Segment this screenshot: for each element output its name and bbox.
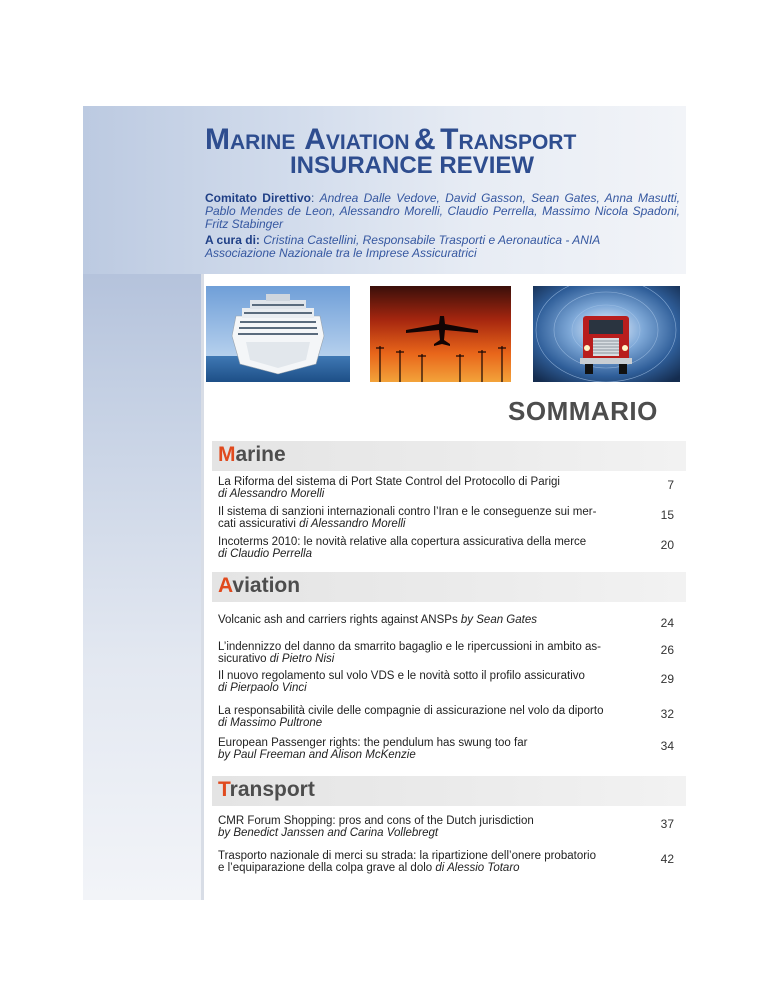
- entry-author: di Pietro Nisi: [269, 653, 335, 665]
- section-initial: T: [218, 778, 230, 801]
- toc-entry[interactable]: [218, 670, 678, 694]
- left-band-edge: [201, 274, 204, 900]
- entry-page-number: 7: [667, 478, 674, 492]
- entry-title: CMR Forum Shopping: pros and cons of the Dutch jurisdiction: [218, 815, 534, 827]
- title-ampersand: &: [413, 123, 436, 156]
- entry-title: La Riforma del sistema di Port State Control del Protocollo di Parigi: [218, 476, 560, 488]
- entry-title: Volcanic ash and carriers rights against ANSPs: [218, 614, 461, 626]
- entry-title-continued: e l’equiparazione della colpa grave al dolo: [218, 862, 436, 874]
- title-word-3-initial: T: [440, 123, 459, 156]
- section-rest: ransport: [229, 778, 315, 801]
- toc-entry[interactable]: [218, 737, 678, 761]
- entry-page-number: 24: [660, 616, 674, 630]
- entry-title: European Passenger rights: the pendulum has swung too far: [218, 737, 528, 749]
- section-initial: M: [218, 443, 236, 466]
- entry-page-number: 29: [660, 672, 674, 686]
- title-word-1-rest: ARINE: [230, 131, 296, 154]
- entry-title-continued: sicurativo: [218, 653, 270, 665]
- committee-label: Comitato Direttivo: [205, 191, 311, 205]
- entry-title: Trasporto nazionale di merci su strada: la ripartizione dell’onere probatorio: [218, 850, 596, 862]
- entry-title: Incoterms 2010: le novità relative alla copertura assicurativa della merce: [218, 536, 587, 548]
- title-word-2-initial: A: [304, 123, 326, 156]
- title-word-1-initial: M: [205, 123, 230, 156]
- entry-title: La responsabilità civile delle compagnie di assicurazione nel volo da diporto: [218, 705, 604, 717]
- entry-author: di Alessandro Morelli: [299, 518, 406, 530]
- toc-entry[interactable]: [218, 506, 678, 530]
- entry-author: di Alessio Totaro: [435, 862, 520, 874]
- entry-title: L’indennizzo del danno da smarrito bagaglio e le ripercussioni in ambito as-: [218, 641, 601, 653]
- section-bar-transport: [212, 776, 686, 806]
- truck-tunnel-photo: [533, 286, 680, 382]
- cruise-ship-photo: [206, 286, 350, 382]
- entry-author: by Benedict Janssen and Carina Vollebregt: [218, 827, 439, 839]
- title-word-2-rest: VIATION: [325, 131, 410, 154]
- editor-organization: Associazione Nazionale tra le Imprese Assicuratrici: [205, 246, 477, 260]
- entry-page-number: 20: [660, 538, 674, 552]
- editor-label: A cura di:: [205, 233, 260, 247]
- entry-page-number: 26: [660, 643, 674, 657]
- airplane-sunset-photo: [370, 286, 511, 382]
- entry-author: di Claudio Perrella: [218, 548, 312, 560]
- entry-author: di Massimo Pultrone: [218, 717, 323, 729]
- entry-page-number: 37: [660, 817, 674, 831]
- section-title-marine: [218, 443, 286, 467]
- committee-block: Comitato Direttivo: Andrea Dalle Vedove, David Gasson, Sean Gates, Anna Masutti, Pablo Mendes de Leon, Alessandro Morelli, Claudio Perrella, Massimo Nicola Spadoni, Fritz Stabinger: [205, 191, 680, 231]
- toc-entry[interactable]: [218, 850, 678, 874]
- toc-entry[interactable]: [218, 536, 678, 560]
- editor-block: [205, 234, 680, 260]
- section-title-aviation: [218, 574, 300, 598]
- entry-author: by Sean Gates: [460, 614, 537, 626]
- journal-subtitle: INSURANCE REVIEW: [290, 152, 535, 179]
- entry-page-number: 15: [660, 508, 674, 522]
- section-rest: arine: [235, 443, 286, 466]
- entry-title-continued: cati assicurativi: [218, 518, 300, 530]
- entry-author: di Alessandro Morelli: [218, 488, 325, 500]
- toc-entry[interactable]: [218, 641, 678, 665]
- entry-page-number: 32: [660, 707, 674, 721]
- toc-entry[interactable]: [218, 815, 678, 839]
- section-title-transport: [218, 778, 315, 802]
- entry-page-number: 34: [660, 739, 674, 753]
- editor-name: Cristina Castellini, Responsabile Trasporti e Aeronautica - ANIA: [263, 233, 601, 247]
- entry-author: by Paul Freeman and Alison McKenzie: [218, 749, 416, 761]
- entry-author: di Pierpaolo Vinci: [218, 682, 307, 694]
- entry-page-number: 42: [660, 852, 674, 866]
- section-initial: A: [218, 574, 233, 597]
- title-word-3-rest: RANSPORT: [458, 131, 577, 154]
- entry-title: Il nuovo regolamento sul volo VDS e le novità sotto il profilo assicurativo: [218, 670, 585, 682]
- entry-title: Il sistema di sanzioni internazionali contro l’Iran e le conseguenze sui mer-: [218, 506, 597, 518]
- committee-names: Andrea Dalle Vedove, David Gasson, Sean Gates, Anna Masutti, Pablo Mendes de Leon, Alessandro Morelli, Claudio Perrella, Massimo Nicola Spadoni, Fritz Stabinger: [205, 191, 680, 231]
- summary-title: SOMMARIO: [508, 396, 658, 426]
- toc-entry[interactable]: [218, 614, 678, 630]
- section-rest: viation: [232, 574, 301, 597]
- section-bar-aviation: [212, 572, 686, 602]
- toc-entry[interactable]: [218, 705, 678, 729]
- toc-entry[interactable]: [218, 476, 678, 500]
- section-bar-marine: [212, 441, 686, 471]
